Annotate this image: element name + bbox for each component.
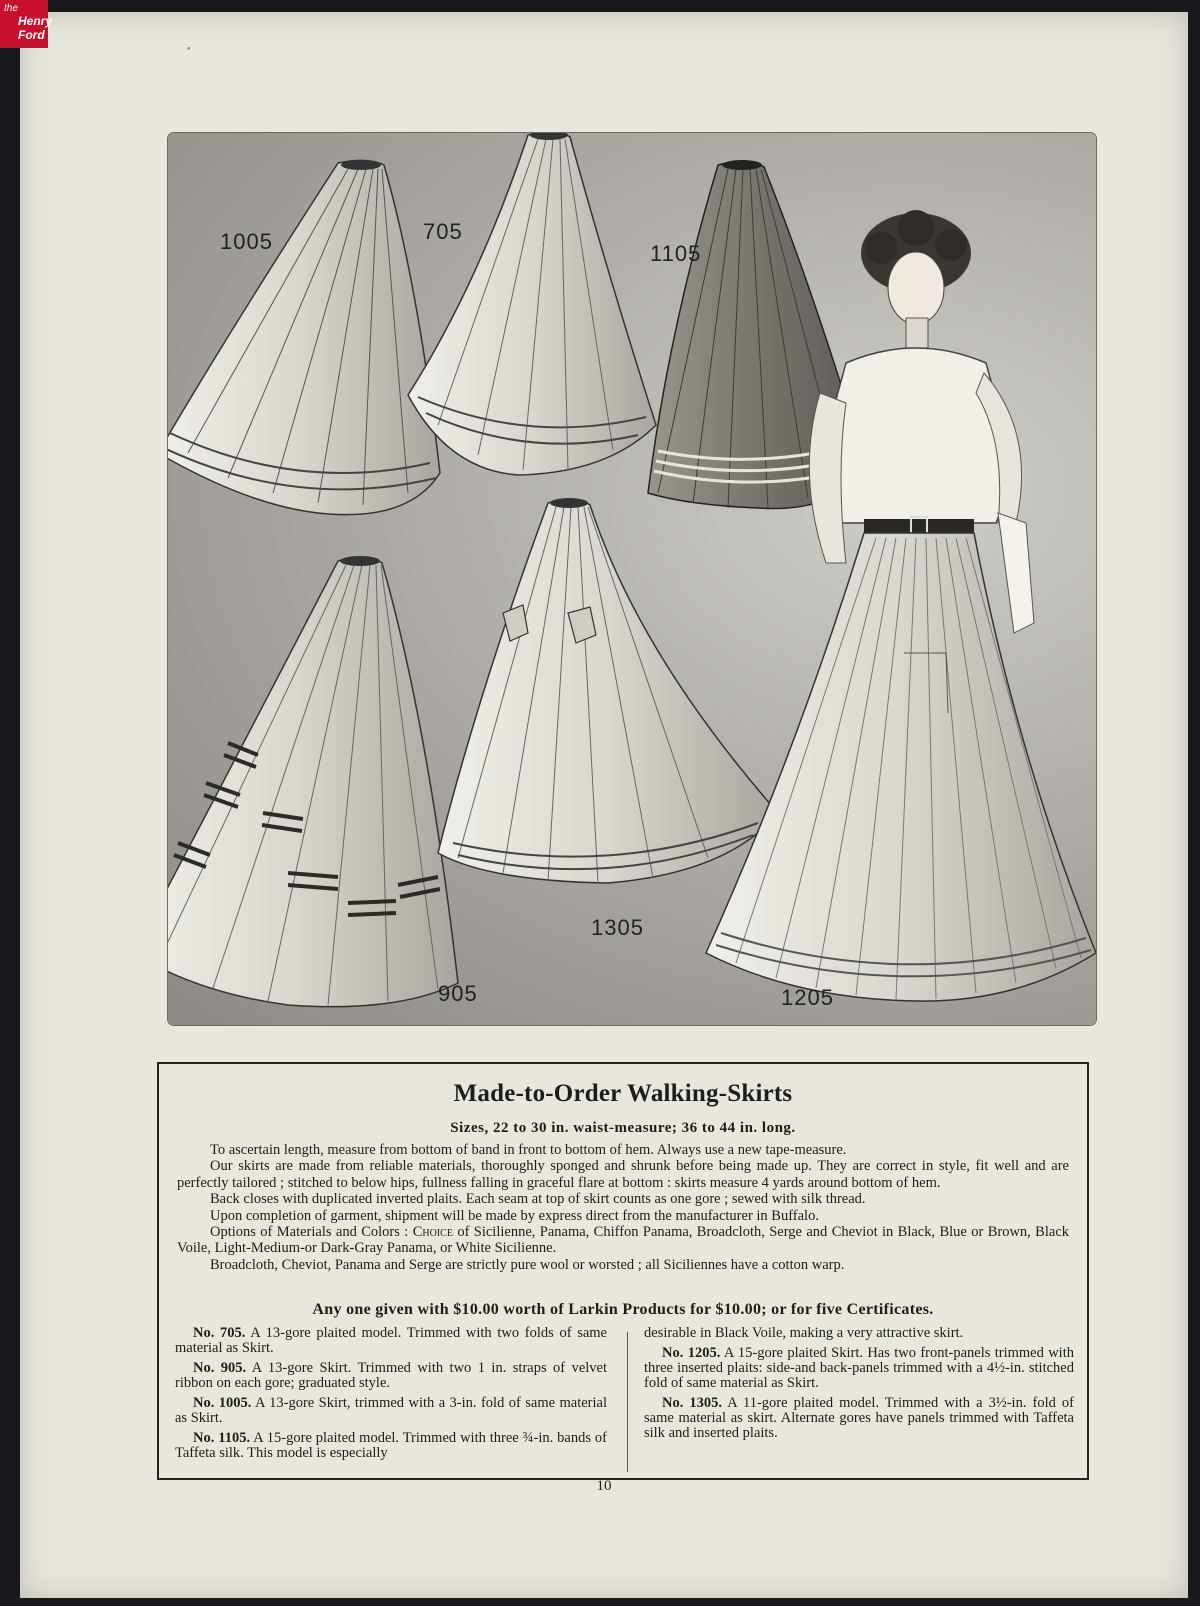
model-1005-number: No. 1005. — [193, 1395, 252, 1411]
model-1305 — [644, 1396, 1074, 1441]
paragraph-shipment: Upon completion of garment, shipment will be made by express direct from the manufacturer in Buffalo. — [210, 1207, 819, 1224]
model-905-number: No. 905. — [193, 1360, 247, 1376]
model-1005-text: A 13-gore Skirt, trimmed with a 3-in. fold of same material as Skirt. — [175, 1395, 607, 1426]
skirt-illustration-plate — [168, 133, 1096, 1025]
offer-line: Any one given with $10.00 worth of Larkin Products for $10.00; or for five Certificates. — [312, 1301, 934, 1318]
page-number: 10 — [596, 1478, 612, 1494]
options-lead: Options of Materials and Colors : — [210, 1224, 409, 1241]
model-1105-number: No. 1105. — [193, 1430, 251, 1446]
model-1205 — [644, 1346, 1074, 1391]
paragraph-back-closes: Back closes with duplicated inverted plaits. Each seam at top of skirt counts as one gore ; sewed with silk thread. — [210, 1191, 866, 1208]
catalog-page — [20, 12, 1188, 1598]
skirt-illustrations — [168, 133, 1096, 1025]
label-1205: 1205 — [781, 985, 834, 1010]
model-705 — [175, 1326, 607, 1356]
skirt-1305-drawing — [438, 498, 778, 883]
models-left-column — [175, 1326, 607, 1466]
skirt-1005-drawing — [168, 160, 440, 515]
options-choice: Choice — [412, 1224, 453, 1241]
paragraph-options — [177, 1224, 1069, 1257]
page-title: Made-to-Order Walking-Skirts — [453, 1080, 793, 1107]
model-1105-text: A 15-gore plaited model. Trimmed with three ¾-in. bands of Taffeta silk. This model is especially — [175, 1430, 608, 1461]
label-905: 905 — [438, 981, 478, 1006]
model-1105-continued: desirable in Black Voile, making a very attractive skirt. — [644, 1325, 964, 1341]
model-1105 — [175, 1431, 607, 1461]
label-1105: 1105 — [650, 241, 702, 266]
model-1205-number: No. 1205. — [662, 1345, 721, 1361]
skirt-705-drawing — [408, 133, 656, 475]
logo-line-henry: Henry — [18, 14, 53, 28]
models-right-column — [644, 1326, 1074, 1446]
sizes-line: Sizes, 22 to 30 in. waist-measure; 36 to 44 in. long. — [450, 1120, 796, 1136]
options-rest: of Sicilienne, Panama, Chiffon Panama, Broadcloth, Serge and Cheviot in Black, Blue or Brown, Black Voile, Light-Medium-or Dark-Gray Panama, or White Sicilienne. — [177, 1224, 1070, 1257]
model-1205-text: A 15-gore plaited Skirt. Has two front-panels trimmed with three inserted plaits: side-and back-panels trimmed with a 4½-in. stitched fold of same material as Skirt. — [644, 1345, 1074, 1391]
label-1305: 1305 — [591, 915, 644, 940]
logo-line-ford: Ford — [18, 28, 45, 42]
paragraph-materials: Our skirts are made from reliable materials, thoroughly sponged and shrunk before being made up. They are correct in style, fit well and are perfectly tailored ; stitched to below hips, fullness falling in graceful flare at bottom : skirts measure 4 yards around bottom of hem. — [177, 1158, 1069, 1191]
page-speck: • — [187, 44, 191, 55]
henry-ford-logo — [0, 0, 53, 48]
column-divider — [627, 1332, 628, 1472]
skirt-905-drawing — [168, 556, 458, 1007]
model-705-number: No. 705. — [193, 1325, 246, 1341]
model-1305-number: No. 1305. — [662, 1395, 723, 1411]
model-905 — [175, 1361, 607, 1391]
paragraph-length: To ascertain length, measure from bottom of band in front to bottom of hem. Always use a new tape-measure. — [210, 1142, 847, 1158]
description-body — [177, 1142, 1069, 1273]
description-box — [157, 1062, 1089, 1480]
label-1005: 1005 — [220, 229, 273, 254]
model-905-text: A 13-gore Skirt. Trimmed with two 1 in. straps of velvet ribbon on each gore; graduated style. — [175, 1360, 607, 1391]
model-1005 — [175, 1396, 607, 1426]
model-705-text: A 13-gore plaited model. Trimmed with two folds of same material as Skirt. — [175, 1325, 607, 1356]
model-1305-text: A 11-gore plaited model. Trimmed with a 3½-in. fold of same material as skirt. Alternate gores have panels trimmed with Taffeta silk and inserted plaits. — [644, 1395, 1074, 1441]
label-705: 705 — [423, 219, 463, 244]
paragraph-wool: Broadcloth, Cheviot, Panama and Serge are strictly pure wool or worsted ; all Siciliennes have a cotton warp. — [210, 1256, 845, 1273]
logo-line-the: the — [4, 3, 18, 14]
